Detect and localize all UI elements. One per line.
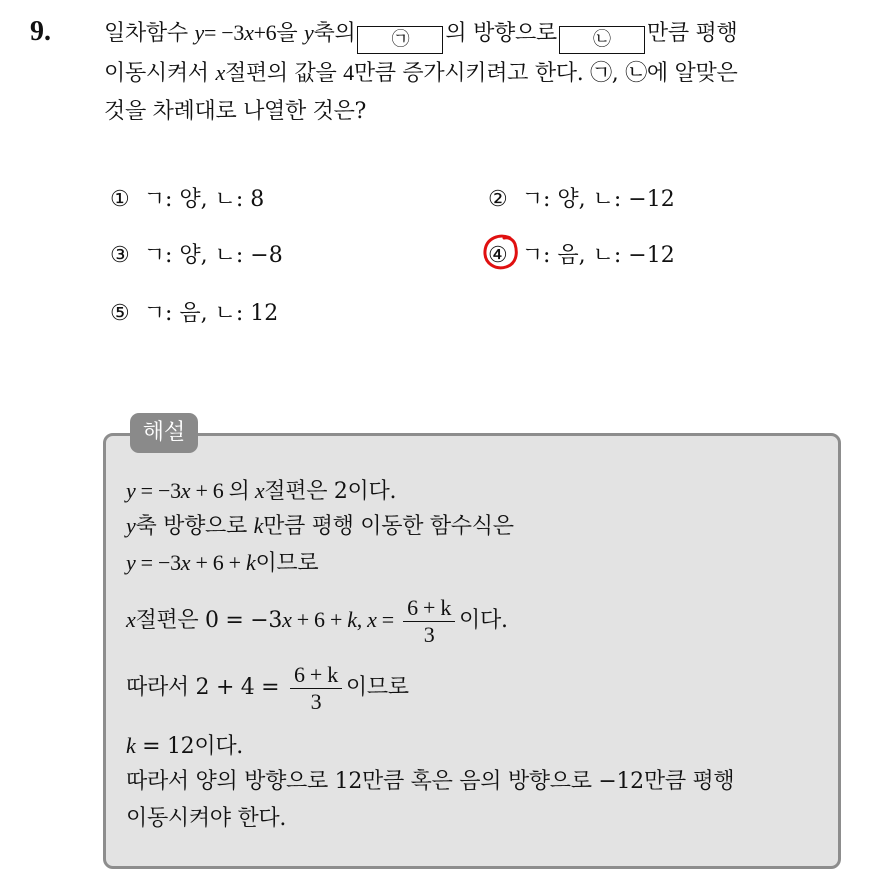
math-var: x [180,478,191,503]
blank-box-1: ㉠ [357,26,443,54]
question-text: 만큼 증가시키려고 한다. ㉠, ㉡에 알맞은 [353,61,738,86]
question-line-3: 것을 차례대로 나열한 것은? [104,99,367,124]
choice-number: ② [488,187,508,212]
math-text: + 6 의 [190,478,255,503]
solution-text: 축 방향으로 [135,514,254,539]
math-text: + 6 + [190,550,246,575]
math-text: , [356,607,368,632]
choice-text: ㄱ: 음, ㄴ: −12 [521,243,675,268]
math-text: 4 [343,60,354,85]
solution-text: 절편은 0 = −3 [135,608,283,633]
solution-line-5 [126,658,409,718]
math-var: y [126,550,136,575]
choice-1[interactable] [110,185,264,215]
choice-3[interactable] [110,241,283,271]
solution-line-8: 이동시켜야 한다. [126,806,287,831]
math-var: x [367,607,377,632]
math-var: y [126,478,136,503]
solution-text: 이므로 [255,551,319,576]
question-line-2 [104,58,737,89]
fraction-denominator: 3 [310,688,322,714]
question-text: 축의 [313,21,356,46]
math-var: y [304,20,314,45]
math-var: k [126,733,136,758]
math-text: +6 [253,20,277,45]
choice-text: ㄱ: 양, ㄴ: −8 [143,243,283,268]
answer-circle-mark [480,232,522,274]
solution-tag: 해설 [130,413,198,453]
math-text: = −3 [203,20,245,45]
choice-2[interactable] [488,185,675,215]
question-text: 일차함수 [104,21,188,46]
math-var: x [244,20,254,45]
choice-number: ④ [488,243,508,268]
fraction [290,662,342,715]
math-var: k [253,513,264,538]
question-text: 을 [276,21,298,46]
choice-text: ㄱ: 양, ㄴ: −12 [521,187,675,212]
question-text: 이동시켜서 [104,61,209,86]
solution-text: = 12이다. [135,734,243,759]
math-var: y [194,20,204,45]
math-var: x [282,607,292,632]
choice-number: ① [110,187,130,212]
math-var: y [126,513,136,538]
choice-text: ㄱ: 음, ㄴ: 12 [143,301,279,326]
fraction-denominator: 3 [423,621,435,647]
solution-text: 따라서 2 + 4 = [126,675,286,700]
blank-box-2: ㉡ [559,26,645,54]
fraction-numerator: 6 + k [290,662,342,689]
math-text: = −3 [135,478,181,503]
choice-number: ⑤ [110,301,130,326]
question-text: 절편의 값을 [224,61,337,86]
math-var: k [245,550,256,575]
math-var: k [347,607,357,632]
choice-number: ③ [110,243,130,268]
solution-line-3 [126,548,318,579]
solution-text: 절편은 2이다. [264,479,397,504]
solution-line-1 [126,476,396,507]
math-text: + 6 + [291,607,348,632]
solution-text: 만큼 평행 이동한 함수식은 [263,514,514,539]
math-var: x [180,550,191,575]
math-text: = −3 [135,550,181,575]
solution-line-7: 따라서 양의 방향으로 12만큼 혹은 음의 방향으로 −12만큼 평행 [126,769,735,794]
solution-line-4 [126,590,508,651]
fraction-numerator: 6 + k [403,595,455,622]
question-number: 9. [30,16,51,47]
math-var: x [215,60,225,85]
solution-line-6 [126,731,243,762]
question-text: 의 방향으로 [445,21,557,46]
question-line-1 [104,18,737,54]
math-text: = [376,607,400,632]
choice-5[interactable] [110,299,278,329]
choice-text: ㄱ: 양, ㄴ: 8 [143,187,265,212]
solution-text: 이므로 [345,675,409,700]
solution-line-2 [126,511,514,542]
solution-text: 이다. [459,608,508,633]
question-text: 만큼 평행 [646,21,738,46]
math-var: x [254,478,265,503]
math-var: x [126,607,136,632]
fraction [403,595,455,648]
